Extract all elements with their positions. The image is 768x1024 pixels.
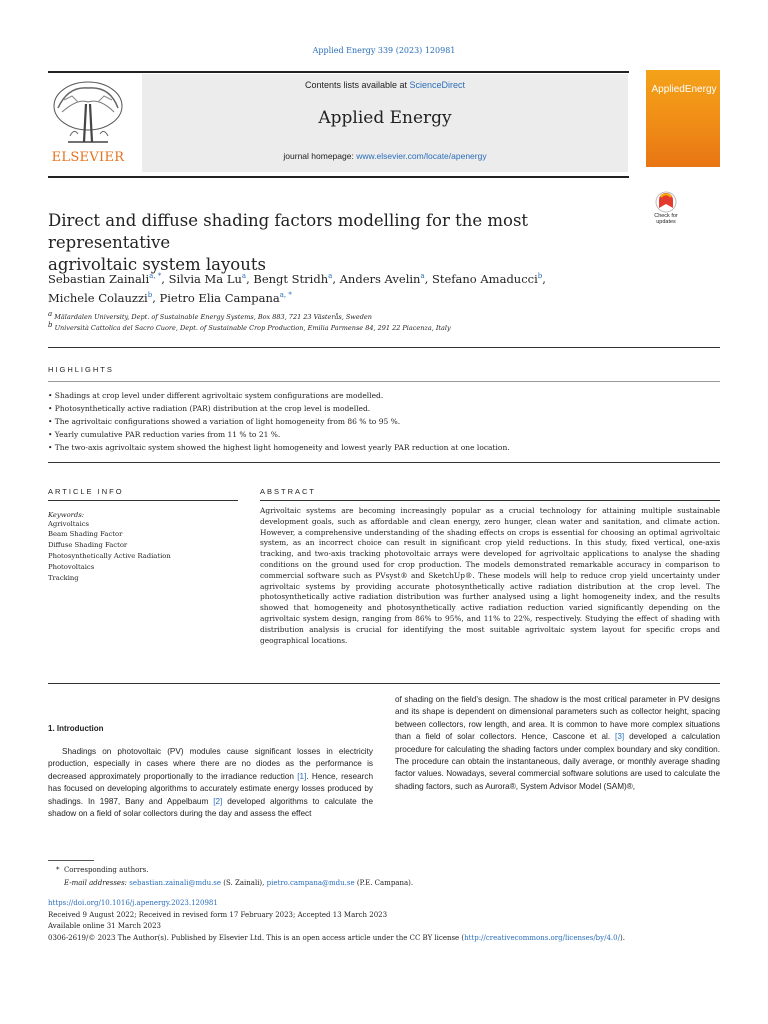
article-info-rule [48, 500, 238, 501]
corresponding-note [56, 866, 148, 874]
highlight-item: • Photosynthetically active radiation (PAR) distribution at the crop level is modelled. [48, 404, 371, 413]
check-for-updates-label[interactable]: Check for updates [654, 213, 678, 225]
author-separator: , [542, 271, 546, 286]
sciencedirect-link[interactable]: ScienceDirect [409, 80, 466, 90]
affiliation-text: Università Cattolica del Sacro Cuore, Dept. of Sustainable Crop Production, Emilia Parmense 84, 291 22 Piacenza, Italy [54, 324, 451, 333]
author-separator: , [161, 271, 169, 286]
author-separator: , [424, 271, 432, 286]
author-affiliation-mark[interactable]: a, * [279, 290, 292, 299]
cover-title: AppliedEnergy [651, 84, 717, 95]
author-list [48, 268, 648, 306]
contents-line [142, 80, 628, 90]
abstract-bottom-rule [48, 683, 720, 684]
keyword: Agrivoltaics [48, 520, 90, 528]
highlights-bottom-rule [48, 462, 720, 463]
article-title-line-2: agrivoltaic system layouts [48, 255, 266, 274]
intro-text: of shading on the field’s design. The shadow is the most critical parameter in PV designs and its shape is dependent on dimensional parameters such as collector height, spacing between collectors, row length, and area. It is common to have more complex situations than a field of solar collectors. Hence, Cascone et al. [395, 695, 720, 742]
affiliation-b [48, 321, 451, 332]
intro-text: . Hence, research has focused on developing algorithms to accurately estimate energy losses produced by shadings. In 1987, Bany and Appelbaum [48, 771, 373, 806]
received-dates: Received 9 August 2022; Received in revised form 17 February 2023; Accepted 13 March 2023 [48, 911, 388, 919]
license-line [48, 934, 728, 942]
intro-right-column [395, 694, 720, 793]
affiliation-text: Mälardalen University, Dept. of Sustainable Energy Systems, Box 883, 721 23 Västerås, Sweden [54, 313, 372, 322]
intro-text: developed algorithms to calculate the shadow on a field of solar collectors during the day and assess the effect [48, 796, 374, 819]
article-title-line-1: Direct and diffuse shading factors modelling for the most representative [48, 211, 529, 252]
abstract-text: Agrivoltaic systems are becoming increasingly popular as a crucial technology for attaining multiple sustainable development goals, such as affordable and clean energy, zero hunger, clean water and sanitation, and climate action. However, a comprehensive understanding of the shading effects on crops is essential for choosing an optimal agrivoltaic system, as an incorrect choice can result in significant crop yield reductions. In this study, fixed vertical, one-axis tracking, and two-axis tracking photovoltaic arrays were developed for agrivoltaic applications to analyse the shading conditions on the ground used for crop production. The models demonstrated remarkable accuracy in comparison to commercial software such as PVsyst® and SketchUp®. These models will help to reduce crop yield uncertainty under agrivoltaic systems by providing accurate photosynthetically active radiation distribution at the crop level. The photosynthetically active radiation distribution was further analysed using a light homogeneity index, and the results showed that homogeneity and photosynthetically active radiation reduction varied significantly depending on the agrivoltaic system design, ranging from 86% to 95%, and 11% to 22%, respectively. Studying the effect of shading with distribution analysis is crucial for identifying the most suitable agrivoltaic system layout for specific crops and geographical locations. [260, 506, 720, 645]
journal-title: Applied Energy [318, 108, 452, 128]
author-separator: , [246, 271, 254, 286]
author-affiliation-mark[interactable]: b [537, 272, 543, 280]
author-separator: , [152, 290, 160, 305]
author-separator: , [332, 271, 340, 286]
author-name[interactable]: Michele Colauzzi [48, 290, 148, 305]
keyword: Diffuse Shading Factor [48, 541, 128, 549]
highlight-item: • The two-axis agrivoltaic system showed the highest light homogeneity and lowest yearly PAR reduction at one location. [48, 443, 510, 452]
doi-link[interactable]: https://doi.org/10.1016/j.apenergy.2023.120981 [48, 899, 218, 907]
keyword: Tracking [48, 574, 79, 582]
keyword: Beam Shading Factor [48, 530, 123, 538]
intro-left-column [48, 746, 373, 820]
highlights-mid-rule [48, 381, 720, 382]
author-affiliation-mark[interactable]: b [147, 290, 153, 299]
header-top-rule [48, 71, 629, 73]
article-info-heading: ARTICLE INFO [48, 487, 124, 496]
homepage-link[interactable]: www.elsevier.com/locate/apenergy [356, 151, 487, 161]
email-label: E-mail addresses: [64, 879, 130, 887]
author-name[interactable]: Pietro Elia Campana [159, 290, 280, 305]
affiliation-mark: a [48, 310, 53, 318]
abstract-heading: ABSTRACT [260, 487, 317, 496]
check-for-updates-icon[interactable] [646, 190, 686, 232]
author-name[interactable]: Silvia Ma Lu [168, 271, 242, 286]
author-affiliation-mark[interactable]: a, * [149, 272, 162, 280]
online-date: Available online 31 March 2023 [48, 922, 162, 930]
keywords-label: Keywords: [48, 511, 85, 519]
author-name[interactable]: Bengt Stridh [253, 271, 329, 286]
intro-text: Shadings on photovoltaic (PV) modules cause significant losses in electricity production, especially in cases where there are no diodes as the performance is decreased approximately proportionally to the irradiance reduction [48, 747, 373, 781]
header-bottom-rule [48, 176, 629, 178]
affiliation-mark: b [48, 321, 53, 329]
highlight-item: • The agrivoltaic configurations showed a variation of light homogeneity from 86 % to 95 %. [48, 417, 401, 426]
homepage-prefix: journal homepage: [283, 151, 357, 161]
abstract-rule [260, 500, 720, 501]
citation-link[interactable]: [2] [213, 796, 223, 806]
email-link[interactable]: pietro.campana@mdu.se [266, 879, 355, 887]
journal-homepage [142, 151, 628, 161]
citation-link[interactable]: [3] [615, 732, 625, 742]
intro-text: developed a calculation procedure for calculating the shading factors under complex boundary and sky condition. The procedure can obtain the instantaneous, daily average, or monthly average shading factor values. Nowadays, several commercial software solutions are used to calculate the shading factors, such as Aurora®, System Advisor Model (SAM)®, [395, 732, 720, 791]
introduction-heading: 1. Introduction [48, 724, 104, 733]
email-owner: (P.E. Campana). [354, 879, 414, 887]
highlight-item: • Shadings at crop level under different agrivoltaic system configurations are modelled. [48, 391, 384, 400]
footnote-rule [48, 860, 94, 861]
contents-prefix: Contents lists available at [304, 80, 410, 90]
email-owner: (S. Zainali), [221, 879, 267, 887]
citation-link[interactable]: [1] [297, 771, 307, 781]
affiliation-a [48, 310, 372, 321]
asterisk-mark: * [56, 866, 60, 874]
license-link[interactable]: http://creativecommons.org/licenses/by/4.0/ [464, 934, 620, 942]
publisher-wordmark: ELSEVIER [51, 150, 125, 165]
highlights-heading: HIGHLIGHTS [48, 365, 114, 374]
article-title [48, 210, 628, 276]
highlight-item: • Yearly cumulative PAR reduction varies from 11 % to 21 %. [48, 430, 281, 439]
author-name[interactable]: Stefano Amaducci [431, 271, 538, 286]
author-name[interactable]: Sebastian Zainali [48, 271, 150, 286]
author-name[interactable]: Anders Avelin [339, 271, 421, 286]
email-addresses [64, 879, 413, 887]
corresponding-text: Corresponding authors. [63, 866, 149, 874]
license-text: ). [619, 934, 625, 942]
license-text: 0306-2619/© 2023 The Author(s). Published by Elsevier Ltd. This is an open access article under the CC BY license ( [48, 934, 465, 942]
author-affiliation-mark[interactable]: a [328, 272, 333, 280]
highlights-top-rule [48, 347, 720, 348]
author-affiliation-mark[interactable]: a [420, 272, 425, 280]
email-link[interactable]: sebastian.zainali@mdu.se [129, 879, 222, 887]
keyword: Photovoltaics [48, 563, 95, 571]
keyword: Photosynthetically Active Radiation [48, 552, 171, 560]
journal-citation[interactable]: Applied Energy 339 (2023) 120981 [312, 46, 456, 55]
author-affiliation-mark[interactable]: a [241, 272, 247, 280]
